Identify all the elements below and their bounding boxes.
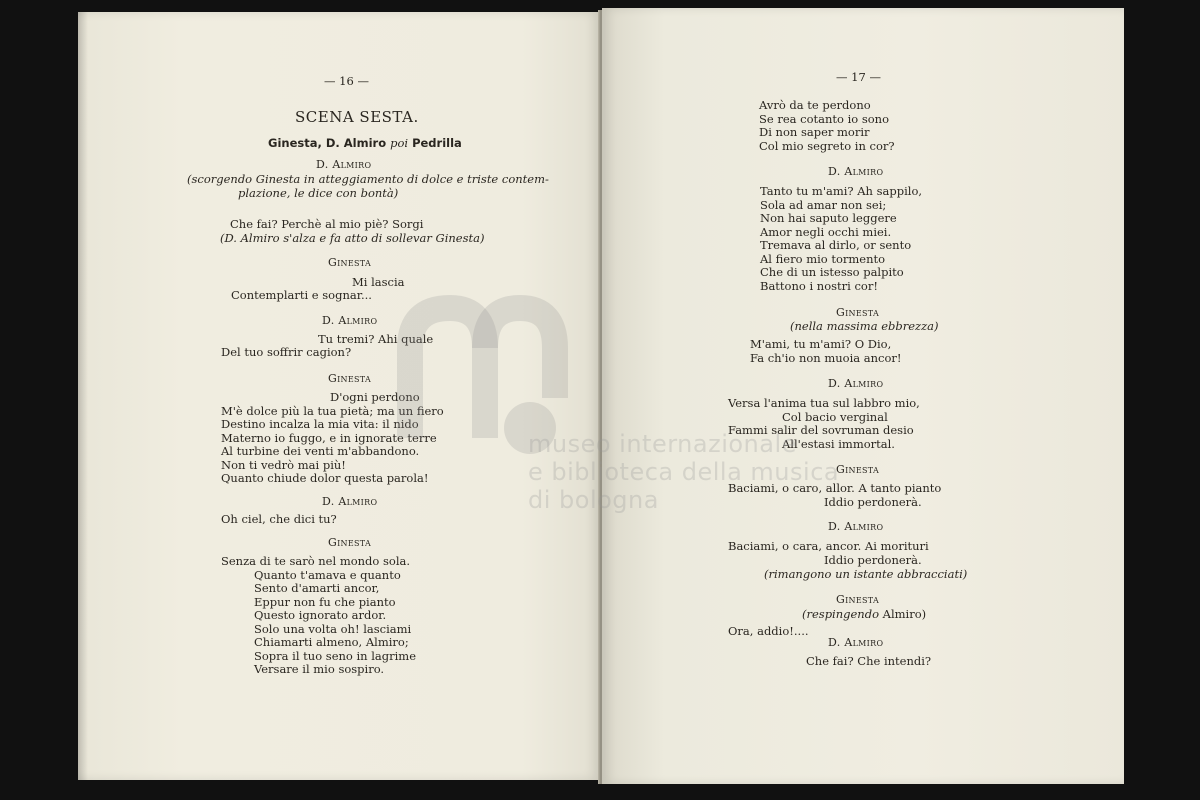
verse-line: Amor negli occhi miei. (760, 225, 892, 239)
watermark-line: e biblioteca della musica (528, 458, 840, 486)
cast-line: Ginesta, D. Almiro poi Pedrilla (268, 136, 462, 150)
watermark-line: museo internazionale (528, 430, 797, 458)
stage-direction-mixed: (respingendo Almiro) (802, 607, 927, 621)
verse-line: Senza di te sarò nel mondo sola. (221, 554, 411, 568)
verse-line: Al fiero mio tormento (760, 252, 886, 266)
verse-line: Solo una volta oh! lasciami (254, 622, 412, 636)
verse-line: Battono i nostri cor! (760, 279, 878, 293)
verse-line: Tremava al dirlo, or sento (760, 238, 912, 252)
verse-line: Sento d'amarti ancor, (254, 581, 380, 595)
stage-direction: plazione, le dice con bontà) (238, 186, 399, 200)
verse-line: Che fai? Che intendi? (806, 654, 932, 668)
verse-line: Ora, addio!.... (728, 624, 809, 638)
right-page (602, 8, 1124, 784)
verse-line: Materno io fuggo, e in ignorate terre (221, 431, 437, 445)
verse-line: Versa l'anima tua sul labbro mio, (728, 396, 920, 410)
verse-line: Quanto t'amava e quanto (254, 568, 401, 582)
verse-line: Del tuo soffrir cagion? (221, 345, 352, 359)
speaker-label: D. Almiro (828, 377, 884, 390)
stage-direction: (nella massima ebbrezza) (790, 319, 939, 333)
verse-line: Non ti vedrò mai più! (221, 458, 346, 472)
verse-line: Destino incalza la mia vita: il nido (221, 417, 419, 431)
page-number-right: — 17 — (836, 70, 881, 84)
verse-line: Contemplarti e sognar... (231, 288, 372, 302)
speaker-label: D. Almiro (322, 495, 378, 508)
verse-line: D'ogni perdono (330, 390, 420, 404)
speaker-label: D. Almiro (316, 158, 372, 171)
speaker-label: D. Almiro (322, 314, 378, 327)
speaker-label: D. Almiro (828, 636, 884, 649)
verse-line: Tanto tu m'ami? Ah sappilo, (760, 184, 923, 198)
verse-line: Sopra il tuo seno in lagrime (254, 649, 417, 663)
verse-line: M'è dolce più la tua pietà; ma un fiero (221, 404, 444, 418)
verse-line: Oh ciel, che dici tu? (221, 512, 337, 526)
verse-line: Non hai saputo leggere (760, 211, 897, 225)
page-number-left: — 16 — (324, 74, 369, 88)
verse-line: Se rea cotanto io sono (759, 112, 890, 126)
verse-line: Baciami, o caro, allor. A tanto pianto (728, 481, 942, 495)
speaker-label: Ginesta (328, 536, 372, 549)
scene-title: SCENA SESTA. (295, 108, 419, 126)
verse-line: M'ami, tu m'ami? O Dio, (750, 337, 892, 351)
stage-direction: (rimangono un istante abbracciati) (764, 567, 968, 581)
verse-line: All'estasi immortal. (782, 437, 895, 451)
verse-line: Avrò da te perdono (759, 98, 871, 112)
verse-line: Versare il mio sospiro. (254, 662, 385, 676)
verse-line: Iddio perdonerà. (824, 553, 922, 567)
verse-line: Tu tremi? Ahi quale (318, 332, 434, 346)
speaker-label: D. Almiro (828, 520, 884, 533)
verse-line: Di non saper morir (759, 125, 870, 139)
verse-line: Al turbine dei venti m'abbandono. (221, 444, 420, 458)
verse-line: Iddio perdonerà. (824, 495, 922, 509)
stage-direction: (scorgendo Ginesta in atteggiamento di dolce e triste contem- (187, 172, 549, 186)
verse-line: Sola ad amar non sei; (760, 198, 887, 212)
watermark-line: di bologna (528, 486, 659, 514)
speaker-label: Ginesta (836, 593, 880, 606)
speaker-label: Ginesta (328, 372, 372, 385)
verse-line: Questo ignorato ardor. (254, 608, 387, 622)
verse-line: Mi lascia (352, 275, 405, 289)
verse-line: Col bacio verginal (782, 410, 888, 424)
speaker-label: Ginesta (836, 306, 880, 319)
verse-line: Chiamarti almeno, Almiro; (254, 635, 409, 649)
verse-line: Quanto chiude dolor questa parola! (221, 471, 429, 485)
verse-line: Che fai? Perchè al mio piè? Sorgi (230, 217, 424, 231)
verse-line: Fa ch'io non muoia ancor! (750, 351, 902, 365)
verse-line: Che di un istesso palpito (760, 265, 904, 279)
verse-line: Eppur non fu che pianto (254, 595, 396, 609)
verse-line: Baciami, o cara, ancor. Ai morituri (728, 539, 929, 553)
speaker-label: D. Almiro (828, 165, 884, 178)
verse-line: Fammi salir del sovruman desio (728, 423, 914, 437)
speaker-label: Ginesta (328, 256, 372, 269)
stage-direction: (D. Almiro s'alza e fa atto di sollevar Ginesta) (220, 231, 485, 245)
verse-line: Col mio segreto in cor? (759, 139, 895, 153)
speaker-label: Ginesta (836, 463, 880, 476)
